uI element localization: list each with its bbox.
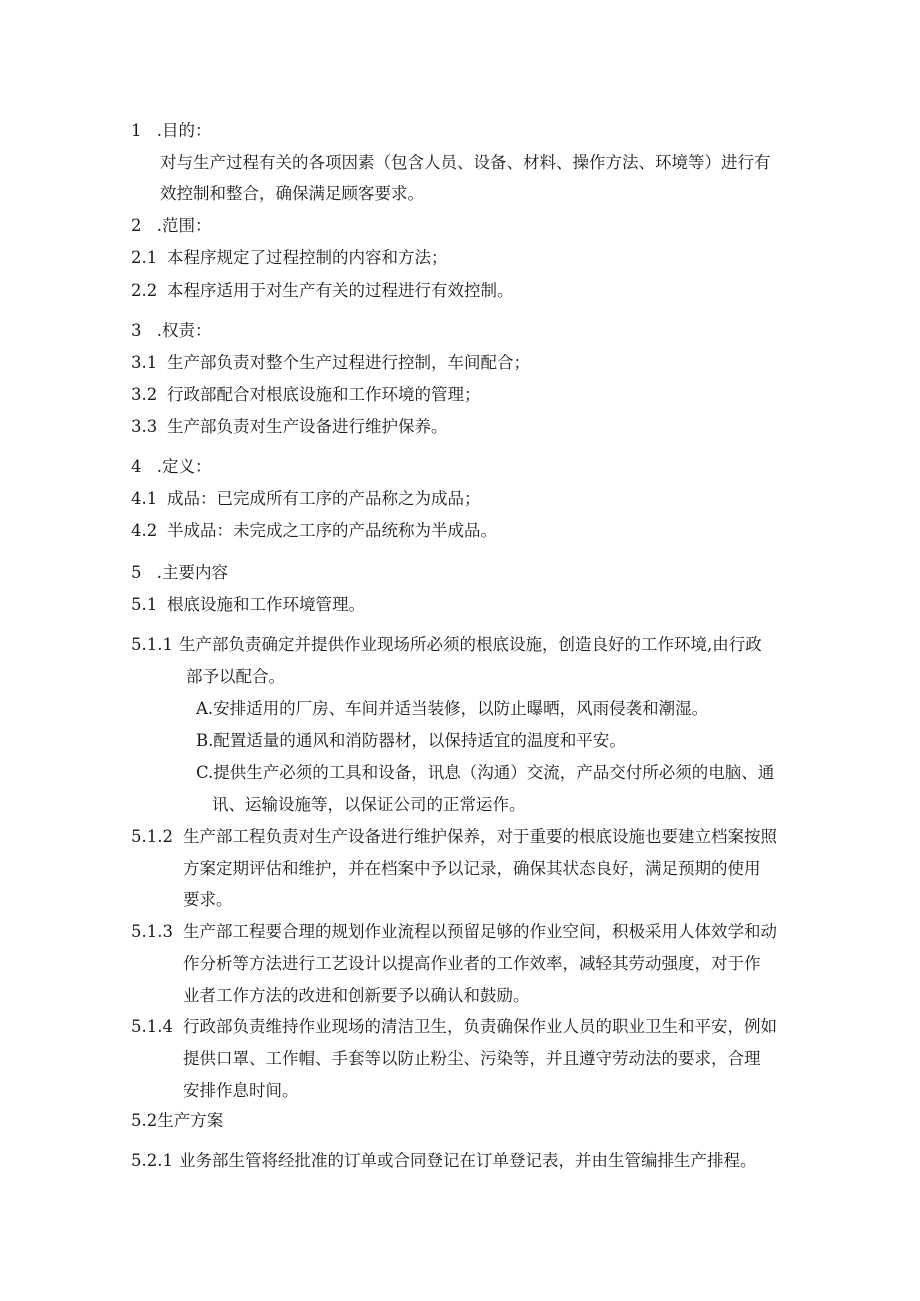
item-text: 生产部负责对整个生产过程进行控制，车间配合； bbox=[167, 353, 530, 372]
list-item bbox=[131, 384, 481, 406]
section-number: 1 bbox=[131, 121, 142, 140]
section-1-heading bbox=[131, 120, 212, 142]
list-item bbox=[131, 488, 481, 510]
list-item bbox=[131, 520, 497, 542]
sub-item-a: A.安排适用的厂房、车间并适当装修，以防止曝晒，风雨侵袭和潮湿。 bbox=[196, 699, 709, 718]
item-text: 本程序规定了过程控制的内容和方法； bbox=[167, 248, 448, 267]
list-item bbox=[131, 280, 514, 302]
subsection-5-2-1 bbox=[131, 1150, 757, 1172]
paragraph-line: 提供口罩、工作帽、手套等以防止粉尘、污染等，并且遵守劳动法的要求，合理 bbox=[183, 1049, 761, 1068]
item-text: 根底设施和工作环境管理。 bbox=[167, 595, 365, 614]
paragraph-line: 安排作息时间。 bbox=[183, 1081, 299, 1100]
item-text: 行政部负责维持作业现场的清洁卫生，负责确保作业人员的职业卫生和平安，例如 bbox=[183, 1017, 777, 1036]
list-item bbox=[131, 352, 530, 374]
section-number: 2 bbox=[131, 216, 142, 235]
item-text: 生产部工程要合理的规划作业流程以预留足够的作业空间，积极采用人体效学和动 bbox=[183, 922, 777, 941]
item-number: 5.1 bbox=[131, 595, 158, 614]
paragraph-line: 作分析等方法进行工艺设计以提高作业者的工作效率，减轻其劳动强度，对于作 bbox=[183, 954, 761, 973]
item-number: 4.2 bbox=[131, 521, 158, 540]
subsection-5-1-3 bbox=[131, 921, 777, 943]
paragraph-line: 要求。 bbox=[183, 890, 233, 909]
item-number: 3.2 bbox=[131, 385, 158, 404]
item-number: 5.2.1 bbox=[131, 1151, 173, 1170]
sub-item-c: C.提供生产必须的工具和设备，讯息（沟通）交流，产品交付所必须的电脑、通 bbox=[196, 763, 775, 782]
section-title: .主要内容 bbox=[156, 563, 228, 582]
item-number: 2.1 bbox=[131, 248, 158, 267]
item-number: 5.1.1 bbox=[131, 635, 173, 654]
item-number: 3.1 bbox=[131, 353, 158, 372]
item-text: 生产部工程负责对生产设备进行维护保养，对于重要的根底设施也要建立档案按照 bbox=[183, 827, 777, 846]
item-text: 业务部生管将经批准的订单或合同登记在订单登记表，并由生管编排生产排程。 bbox=[179, 1151, 757, 1170]
item-number: 2.2 bbox=[131, 281, 158, 300]
item-text: 本程序适用于对生产有关的过程进行有效控制。 bbox=[167, 281, 514, 300]
paragraph-line: 业者工作方法的改进和创新要予以确认和鼓励。 bbox=[183, 986, 530, 1005]
section-number: 4 bbox=[131, 457, 142, 476]
item-text: 生产部负责对生产设备进行维护保养。 bbox=[167, 417, 448, 436]
subsection-5-1-1 bbox=[131, 634, 762, 656]
section-5-2-heading: 5.2生产方案 bbox=[131, 1111, 224, 1130]
paragraph-line: 部予以配合。 bbox=[186, 667, 285, 686]
section-number: 5 bbox=[131, 563, 142, 582]
list-item bbox=[131, 416, 448, 438]
list-item bbox=[131, 594, 365, 616]
paragraph-line: 对与生产过程有关的各项因素（包含人员、设备、材料、操作方法、环境等）进行有 bbox=[160, 153, 771, 172]
section-number: 3 bbox=[131, 321, 142, 340]
item-number: 4.1 bbox=[131, 489, 158, 508]
item-number: 5.1.2 bbox=[131, 827, 173, 846]
list-item bbox=[131, 247, 448, 269]
subsection-5-1-2 bbox=[131, 826, 777, 848]
item-text: 成品：已完成所有工序的产品称之为成品； bbox=[167, 489, 481, 508]
sub-item-b: B.配置适量的通风和消防器材，以保持适宜的温度和平安。 bbox=[196, 731, 626, 750]
paragraph-line: 效控制和整合，确保满足顾客要求。 bbox=[160, 184, 424, 203]
paragraph-line: 方案定期评估和维护，并在档案中予以记录，确保其状态良好，满足预期的使用 bbox=[183, 859, 761, 878]
section-title: .范围： bbox=[156, 216, 212, 235]
section-title: .目的： bbox=[156, 121, 212, 140]
item-text: 行政部配合对根底设施和工作环境的管理； bbox=[167, 385, 481, 404]
subsection-5-1-4 bbox=[131, 1016, 777, 1038]
item-number: 5.1.4 bbox=[131, 1017, 173, 1036]
section-title: .权责： bbox=[156, 321, 212, 340]
section-2-heading bbox=[131, 215, 212, 237]
item-number: 3.3 bbox=[131, 417, 158, 436]
paragraph-line: 讯、运输设施等，以保证公司的正常运作。 bbox=[212, 795, 526, 814]
section-5-heading bbox=[131, 562, 228, 584]
item-number: 5.1.3 bbox=[131, 922, 173, 941]
item-text: 生产部负责确定并提供作业现场所必须的根底设施，创造良好的工作环境,由行政 bbox=[179, 635, 762, 654]
section-3-heading bbox=[131, 320, 212, 342]
section-title: .定义： bbox=[156, 457, 212, 476]
item-text: 半成品：未完成之工序的产品统称为半成品。 bbox=[167, 521, 497, 540]
section-4-heading bbox=[131, 456, 212, 478]
